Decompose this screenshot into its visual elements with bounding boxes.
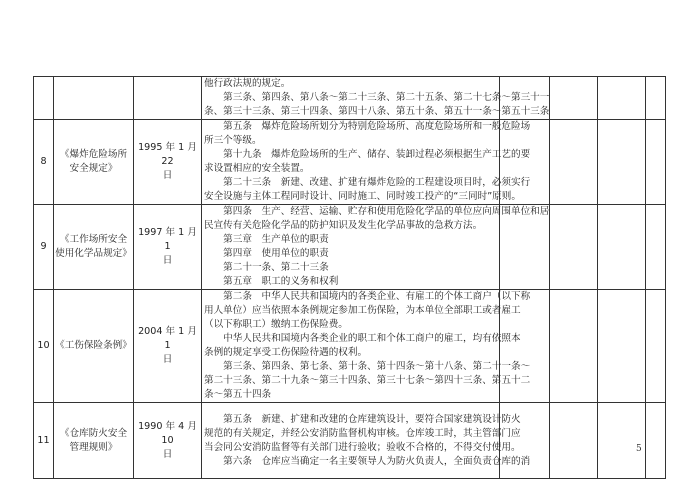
clause-line: 民宣传有关危险化学品的防护知识及发生化学品事故的急救方法。 [204, 220, 483, 231]
empty-cell [646, 290, 666, 403]
effective-date-line: 1997 年 1 月 1 [138, 227, 197, 252]
empty-cell [598, 205, 646, 290]
clause-line: 第四条 生产、经营、运输、贮存和使用危险化学品的单位应向周围单位和居 [204, 206, 550, 217]
effective-date-line: 1995 年 1 月 22 [138, 142, 197, 167]
clause-line: 用人单位）应当依照本条例规定参加工伤保险，为本单位全部职工或者雇工 [204, 305, 521, 316]
clause-line: 中华人民共和国境内各类企业的职工和个体工商户的雇工，均有依照本 [204, 333, 521, 344]
effective-date-line: 2004 年 1 月 1 [138, 326, 197, 351]
applicable-clauses [202, 290, 531, 403]
clause-line: 第三条、第四条、第八条～第二十三条、第二十五条、第二十七条～第三十一 [204, 92, 550, 103]
table-row [34, 403, 666, 479]
clause-line: 第五条 爆炸危险场所划分为特别危险场所、高度危险场所和一般危险场 [204, 121, 531, 132]
empty-cell [598, 290, 646, 403]
regulations-table [33, 76, 666, 479]
empty-cell [550, 205, 598, 290]
applicable-clauses [202, 205, 550, 290]
clause-line: 第二条 中华人民共和国境内的各类企业、有雇工的个体工商户（以下称 [204, 291, 531, 302]
empty-cell [550, 77, 598, 120]
clause-line: 条～第五十四条 [204, 389, 272, 400]
clause-line: 第五条 新建、扩建和改建的仓库建筑设计，要符合国家建筑设计防火 [204, 413, 521, 425]
clause-line: 条例的规定享受工伤保险待遇的权利。 [204, 347, 368, 358]
applicable-clauses [202, 120, 531, 205]
clause-line: 第二十三条 新建、改建、扩建有爆炸危险的工程建设项目时，必须实行 [204, 177, 531, 188]
regulation-name-line: 安全规定》 [69, 163, 118, 174]
regulation-name-line: 使用化学品规定》 [55, 248, 132, 259]
clause-line: 第二十一条、第二十三条 [204, 262, 329, 273]
clause-line: 第十九条 爆炸危险场所的生产、储存、装卸过程必须根据生产工艺的要 [204, 149, 531, 160]
clause-line: 规范的有关规定，并经公安消防监督机构审核。仓库竣工时，其主管部门应 [204, 427, 521, 439]
empty-cell [550, 403, 598, 479]
row-number: 10 [34, 290, 54, 403]
table-row [34, 290, 666, 403]
effective-date-line: 日 [162, 170, 173, 181]
effective-date-line: 1990 年 4 月 10 [138, 420, 197, 446]
empty-cell [646, 403, 666, 479]
regulation-name-line: 《爆炸危险场所 [59, 149, 128, 160]
effective-date [134, 120, 202, 205]
effective-date [134, 205, 202, 290]
effective-date [134, 290, 202, 403]
empty-cell [550, 290, 598, 403]
clause-line: 第二十三条、第二十九条～第三十四条、第三十七条～第四十三条、第五十二 [204, 375, 531, 386]
regulation-name [54, 77, 134, 120]
effective-date-line: 日 [162, 354, 173, 365]
regulation-name-line: 《工伤保险条例》 [55, 340, 132, 351]
empty-cell [598, 403, 646, 479]
clause-line: 第四章 使用单位的职责 [204, 248, 329, 259]
empty-cell [598, 120, 646, 205]
empty-cell [598, 77, 646, 120]
page-number: 5 [636, 444, 642, 454]
row-number: 8 [34, 120, 54, 205]
table-row [34, 77, 666, 120]
clause-line: 所三个等级。 [204, 135, 262, 146]
empty-cell [646, 77, 666, 120]
regulation-name [54, 205, 134, 290]
row-number: 11 [34, 403, 54, 479]
row-number: 9 [34, 205, 54, 290]
effective-date-line: 日 [162, 255, 173, 266]
clause-line: 第六条 仓库应当确定一名主要领导人为防火负责人，全面负责仓库的消 [204, 455, 531, 467]
clause-line: 第三章 生产单位的职责 [204, 234, 329, 245]
regulation-name-line: 《仓库防火安全 [59, 427, 128, 439]
clause-line: （以下称职工）缴纳工伤保险费。 [204, 319, 348, 330]
empty-cell [646, 120, 666, 205]
clause-line: 他行政法规的规定。 [204, 78, 291, 89]
applicable-clauses [202, 77, 550, 120]
regulation-name [54, 403, 134, 479]
effective-date [134, 403, 202, 479]
applicable-clauses [202, 403, 531, 479]
regulation-name-line: 《工作场所安全 [59, 234, 128, 245]
regulation-name [54, 290, 134, 403]
table-row [34, 120, 666, 205]
clause-line: 条、第三十三条、第三十四条、第四十八条、第五十条、第五十一条～第五十三条 [204, 106, 550, 117]
clause-line: 安全设施与主体工程同时设计、同时施工、同时竣工投产的“三同时”原则。 [204, 191, 521, 202]
clause-line: 第五章 职工的义务和权利 [204, 276, 339, 287]
effective-date-line: 日 [162, 448, 173, 460]
table-row [34, 205, 666, 290]
empty-cell [500, 205, 550, 290]
regulation-name [54, 120, 134, 205]
empty-cell [646, 205, 666, 290]
clause-line: 第三条、第四条、第七条、第十条、第十四条～第十八条、第二十一条～ [204, 361, 531, 372]
empty-cell [550, 120, 598, 205]
clause-line: 求设置相应的安全装置。 [204, 163, 310, 174]
clause-line: 当会同公安消防监督等有关部门进行验收；验收不合格的，不得交付使用。 [204, 441, 521, 453]
regulation-name-line: 管理规则》 [69, 441, 118, 453]
row-number [34, 77, 54, 120]
effective-date [134, 77, 202, 120]
